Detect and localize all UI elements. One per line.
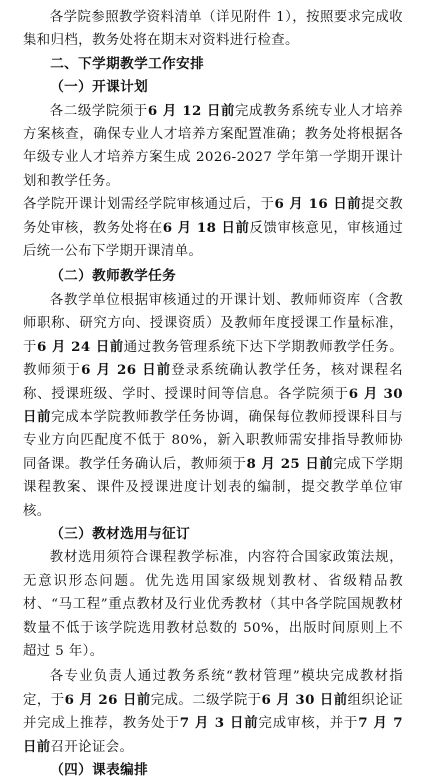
subsection-heading-timetable: （四）课表编排 — [50, 762, 149, 778]
subsection-heading-course-plan: （一）开课计划 — [50, 79, 149, 96]
document-page — [23, 6, 403, 782]
textbooks-paragraph-1: 教材选用须符合课程教学标准，内容符合国家政策法规，无意识形态问题。优先选用国家级规划教材、省级精品教材、“马工程”重点教材及行业优秀教材（其中各学院国规教材数量不低于该学院选用教材总数的 50%，出版时间原则上不超过 5 年）。 — [23, 550, 403, 659]
intro-paragraph: 各学院参照教学资料清单（详见附件 1），按照要求完成收集和归档，教务处将在期末对资料进行检查。 — [23, 10, 403, 49]
subsection-heading-textbooks: （三）教材选用与征订 — [50, 525, 191, 542]
subsection-heading-teaching-tasks: （二）教师教学任务 — [50, 268, 177, 285]
course-plan-paragraph-1: 各二级学院须于6 月 12 日前完成教务系统专业人才培养方案核查，确保专业人才培养方案配置准确；教务处将根据各年级专业人才培养方案生成 2026-2027 学年第一学期开课计划和教学任务。 — [23, 102, 403, 189]
course-plan-paragraph-2: 各学院开课计划需经学院审核通过后，于6 月 16 日前提交教务处审核，教务处将在6 月 18 日前反馈审核意见，审核通过后统一公布下学期开课清单。 — [23, 196, 403, 260]
textbooks-paragraph-2: 各专业负责人通过教务系统“教材管理”模块完成教材指定，于6 月 26 日前完成。二级学院于6 月 30 日前组织论证并完成上推荐，教务处于7 月 3 日前完成审核，并于7 月 7 日前召开论证会。 — [23, 669, 403, 755]
teaching-tasks-paragraph: 各教学单位根据审核通过的开课计划、教师师资库（含教师职称、研究方向、授课资质）及教师年度授课工作量标准，于6 月 24 日前通过教务管理系统下达下学期教师教学任务。教师须于6 月 26 日前登录系统确认教学任务，核对课程名称、授课班级、学时、授课时间等信息。各学院须于6 月 30 日前完成本学院教师教学任务协调，确保每位教师授课科目与专业方向匹配度不低于 80%，新入职教师需安排指导教师协同备课。教学任务确认后，教师须于8 月 25 日前完成下学期课程教案、课件及授课进度计划表的编制，提交教学单位审核。 — [23, 292, 404, 519]
section-heading-next-semester: 二、下学期教学工作安排 — [50, 55, 205, 72]
